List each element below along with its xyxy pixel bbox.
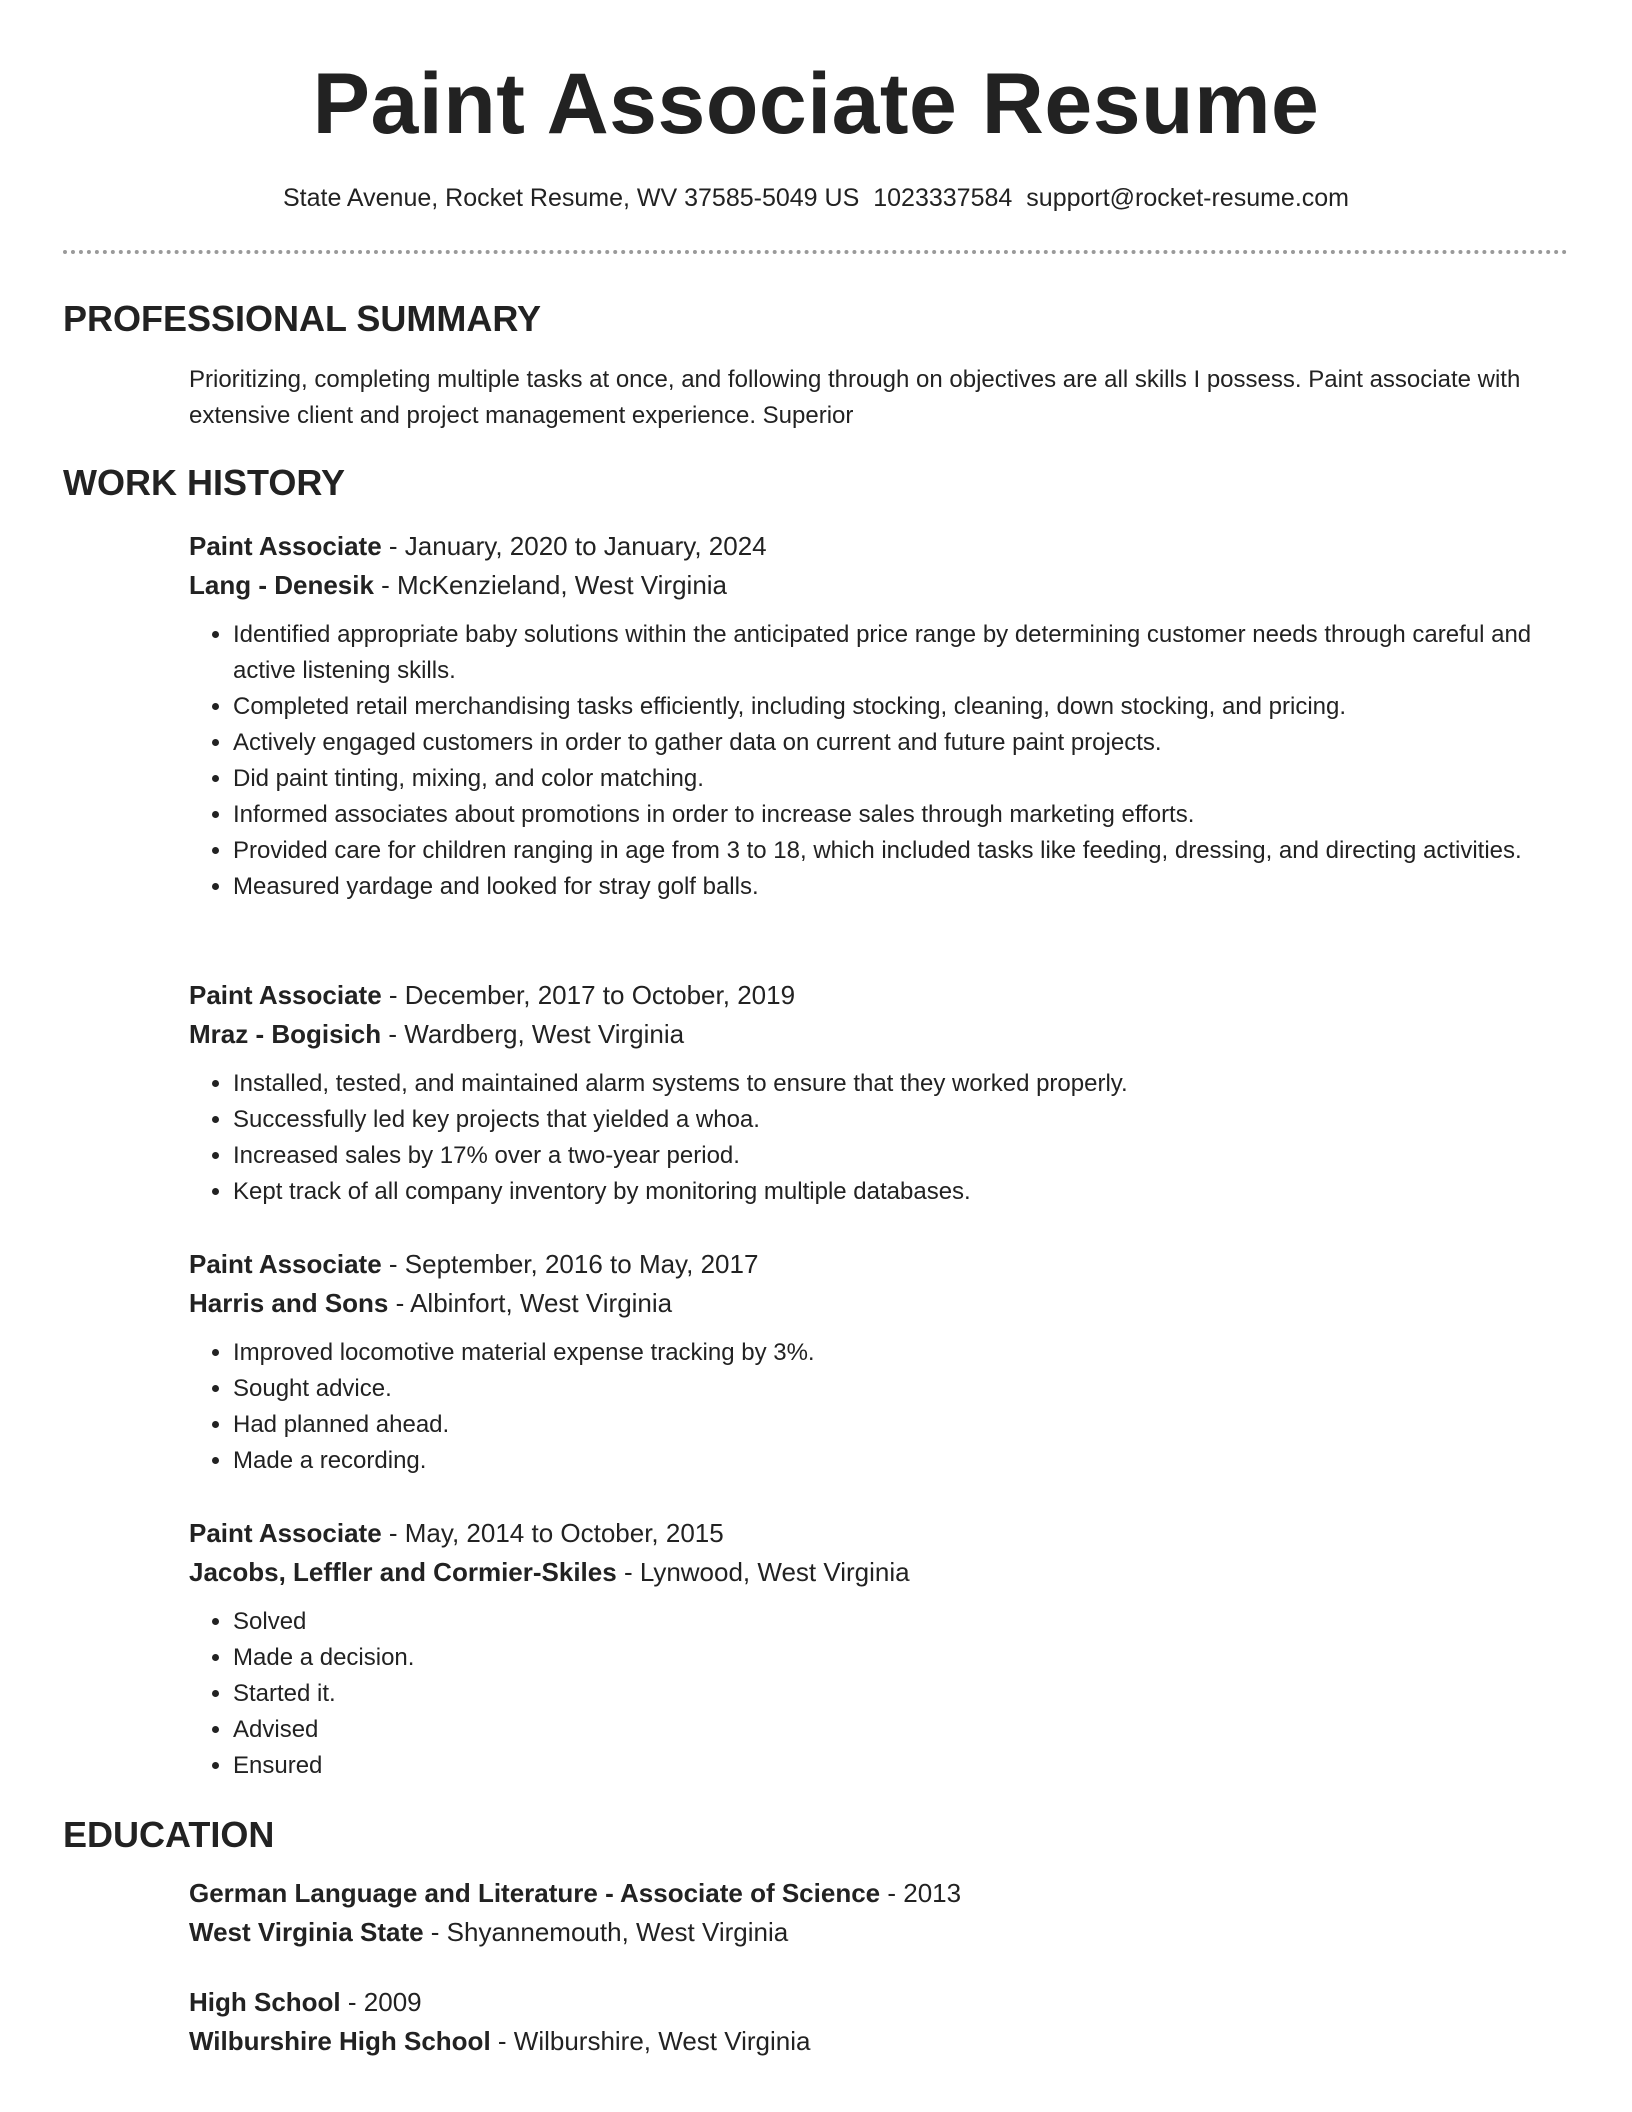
job-location: - McKenzieland, West Virginia: [373, 570, 728, 600]
education-degree: German Language and Literature - Associate of Science: [189, 1878, 881, 1908]
contact-phone: 1023337584: [873, 184, 1013, 212]
education-degree: High School: [189, 1987, 341, 2017]
job-entry: [189, 1514, 1549, 1784]
job-bullet: • Actively engaged customers in order to gather data on current and future paint projects.: [233, 725, 1549, 761]
contact-email: support@rocket-resume.com: [1026, 184, 1350, 212]
job-company: Jacobs, Leffler and Cormier-Skiles: [189, 1557, 617, 1587]
job-bullet-list: [189, 1604, 1549, 1784]
job-bullet: • Provided care for children ranging in age from 3 to 18, which included tasks like feeding, dressing, and directing activities.: [233, 833, 1549, 869]
education-year: - 2009: [340, 1987, 422, 2017]
job-bullet: • Did paint tinting, mixing, and color matching.: [233, 761, 1549, 797]
job-title-line: [189, 1245, 1549, 1284]
job-company: Lang - Denesik: [189, 570, 374, 600]
job-title-line: [189, 1514, 1549, 1553]
job-bullet: • Completed retail merchandising tasks efficiently, including stocking, cleaning, down stocking, and pricing.: [233, 689, 1549, 725]
job-bullet: • Increased sales by 17% over a two-year period.: [233, 1138, 1549, 1174]
job-entry: [189, 527, 1549, 905]
job-bullet: • Made a decision.: [233, 1640, 1549, 1676]
job-bullet: • Solved: [233, 1604, 1549, 1640]
education-school: Wilburshire High School: [189, 2026, 491, 2056]
job-company: Harris and Sons: [189, 1288, 389, 1318]
job-bullet: • Identified appropriate baby solutions within the anticipated price range by determining customer needs through careful and active listening skills.: [233, 617, 1549, 689]
job-company-line: [189, 566, 1549, 605]
job-bullet: • Kept track of all company inventory by monitoring multiple databases.: [233, 1174, 1549, 1210]
job-dates: - May, 2014 to October, 2015: [381, 1518, 724, 1548]
job-dates: - September, 2016 to May, 2017: [381, 1249, 759, 1279]
job-bullet-list: [189, 1335, 1549, 1479]
job-bullet: • Successfully led key projects that yielded a whoa.: [233, 1102, 1549, 1138]
education-heading: EDUCATION: [63, 1814, 275, 1855]
job-bullet: • Had planned ahead.: [233, 1407, 1549, 1443]
education-entry: [189, 1983, 1549, 2061]
job-bullet: • Started it.: [233, 1676, 1549, 1712]
job-bullet: • Informed associates about promotions in order to increase sales through marketing efforts.: [233, 797, 1549, 833]
job-company: Mraz - Bogisich: [189, 1019, 382, 1049]
job-location: - Wardberg, West Virginia: [381, 1019, 685, 1049]
job-bullet: • Ensured: [233, 1748, 1549, 1784]
education-entry: [189, 1874, 1549, 1952]
job-company-line: [189, 1284, 1549, 1323]
summary-text: Prioritizing, completing multiple tasks at once, and following through on objectives are all skills I possess. Paint associate with extensive client and project management experience. Superior: [189, 366, 1521, 429]
job-dates: - December, 2017 to October, 2019: [381, 980, 796, 1010]
job-bullet: • Sought advice.: [233, 1371, 1549, 1407]
job-title-line: [189, 976, 1549, 1015]
education-school: West Virginia State: [189, 1917, 424, 1947]
education-school-line: [189, 2022, 1549, 2061]
job-bullet: • Improved locomotive material expense tracking by 3%.: [233, 1335, 1549, 1371]
job-title: Paint Associate: [189, 531, 382, 561]
job-entry: [189, 976, 1549, 1210]
contact-address: State Avenue, Rocket Resume, WV 37585-5049 US: [282, 184, 860, 212]
job-bullet: • Made a recording.: [233, 1443, 1549, 1479]
job-bullet: • Advised: [233, 1712, 1549, 1748]
job-location: - Albinfort, West Virginia: [388, 1288, 673, 1318]
job-dates: - January, 2020 to January, 2024: [381, 531, 767, 561]
job-location: - Lynwood, West Virginia: [616, 1557, 910, 1587]
summary-heading: PROFESSIONAL SUMMARY: [63, 298, 542, 339]
education-location: - Shyannemouth, West Virginia: [423, 1917, 789, 1947]
education-school-line: [189, 1913, 1549, 1952]
work-history-heading: WORK HISTORY: [63, 462, 346, 503]
resume-title: Paint Associate Resume: [312, 56, 1320, 152]
job-company-line: [189, 1015, 1549, 1054]
job-bullet-list: [189, 617, 1549, 905]
header-divider: [63, 250, 1568, 254]
contact-line: [0, 180, 1632, 216]
education-degree-line: [189, 1874, 1549, 1913]
job-bullet: • Installed, tested, and maintained alarm systems to ensure that they worked properly.: [233, 1066, 1549, 1102]
job-bullet: • Measured yardage and looked for stray golf balls.: [233, 869, 1549, 905]
education-degree-line: [189, 1983, 1549, 2022]
job-title: Paint Associate: [189, 980, 382, 1010]
job-title-line: [189, 527, 1549, 566]
education-location: - Wilburshire, West Virginia: [490, 2026, 811, 2056]
job-title: Paint Associate: [189, 1249, 382, 1279]
job-title: Paint Associate: [189, 1518, 382, 1548]
job-company-line: [189, 1553, 1549, 1592]
education-year: - 2013: [880, 1878, 962, 1908]
job-entry: [189, 1245, 1549, 1479]
job-bullet-list: [189, 1066, 1549, 1210]
